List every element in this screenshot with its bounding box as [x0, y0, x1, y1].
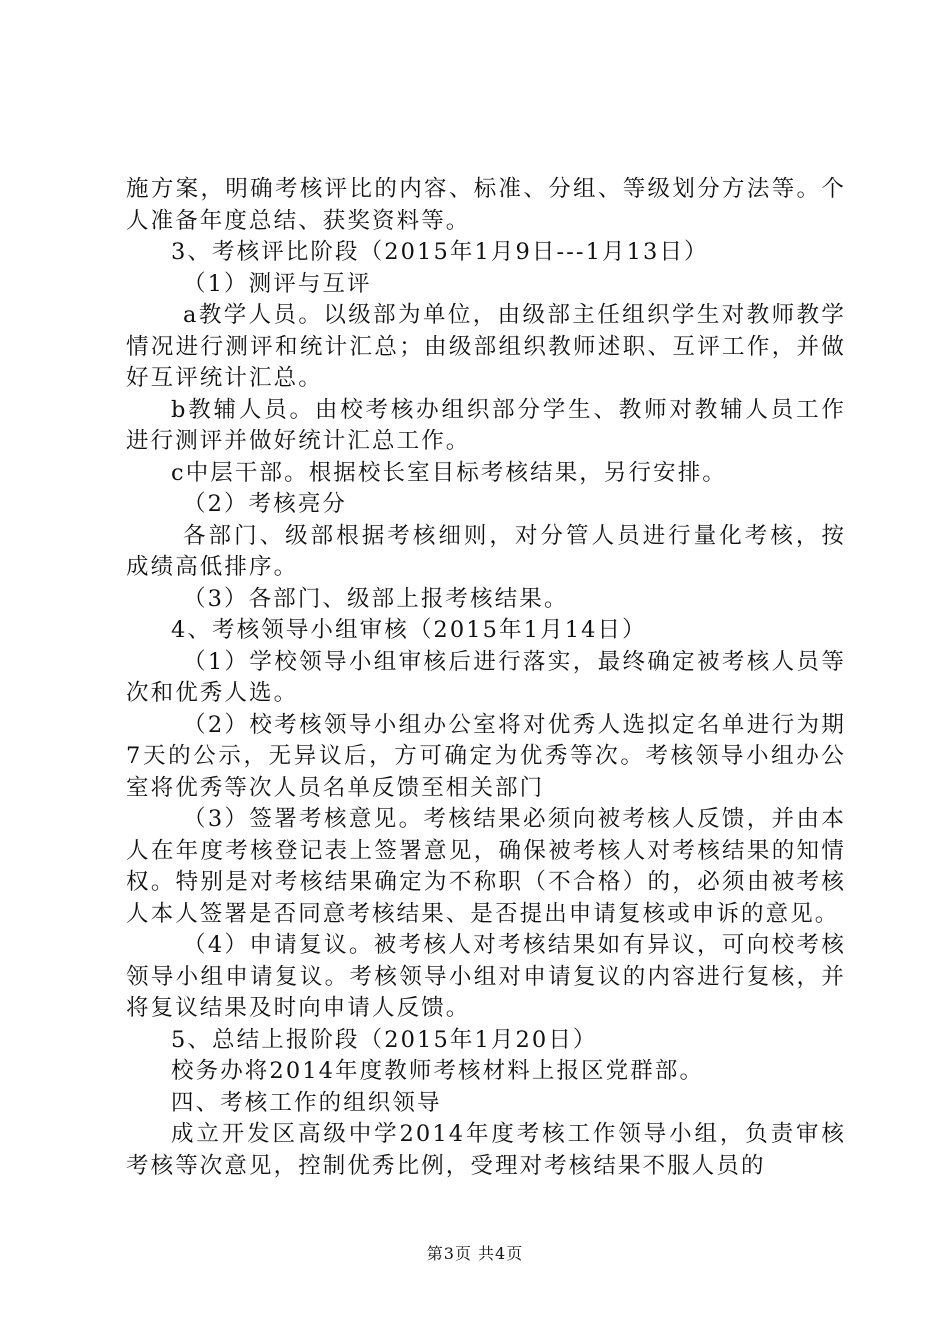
document-body [126, 174, 846, 1182]
subheading-evaluation: （1）测评与互评 [183, 270, 372, 297]
paragraph-support-staff: b教辅人员。由校考核办组织部分学生、教师对教辅人员工作进行测评并做好统计汇总工作。 [126, 396, 846, 454]
paragraph-report-results: （3）各部门、级部上报考核结果。 [183, 585, 569, 612]
paragraph-teaching-staff: a教学人员。以级部为单位，由级部主任组织学生对教师教学情况进行测评和统计汇总；由级部组织教师述职、互评工作，并做好互评统计汇总。 [126, 302, 846, 391]
page-footer: 第3页 共4页 [426, 1244, 524, 1263]
subheading-score-display: （2）考核亮分 [183, 491, 348, 517]
paragraph-leading-group: 成立开发区高级中学2014年度考核工作领导小组，负责审核考核等次意见，控制优秀比例，受理对考核结果不服人员的 [126, 1121, 846, 1179]
paragraph-plan-continuation: 施方案，明确考核评比的内容、标准、分组、等级划分方法等。个人准备年度总结、获奖资料等。 [126, 176, 846, 234]
paragraph-reconsideration: （4）申请复议。被考核人对考核结果如有异议，可向校考核领导小组申请复议。考核领导小组对申请复议的内容进行复核，并将复议结果及时向申请人反馈。 [126, 932, 846, 1021]
heading-section-4: 四、考核工作的组织领导 [171, 1089, 442, 1116]
paragraph-middle-managers: c中层干部。根据校长室目标考核结果，另行安排。 [171, 459, 727, 486]
heading-stage-4: 4、考核领导小组审核（2015年1月14日） [171, 617, 647, 643]
heading-stage-5: 5、总结上报阶段（2015年1月20日） [171, 1026, 598, 1053]
paragraph-submit-materials: 校务办将2014年度教师考核材料上报区党群部。 [171, 1058, 705, 1084]
paragraph-sign-opinion: （3）签署考核意见。考核结果必须向被考核人反馈，并由本人在年度考核登记表上签署意见，确保被考核人对考核结果的知情权。特别是对考核结果确定为不称职（不合格）的，必须由被考核人本人签署是否同意考核结果、是否提出申请复核或申诉的意见。 [126, 806, 846, 927]
paragraph-leadership-review: （1）学校领导小组审核后进行落实，最终确定被考核人员等次和优秀人选。 [126, 648, 846, 706]
heading-stage-3: 3、考核评比阶段（2015年1月9日---1月13日） [171, 239, 709, 265]
paragraph-publicity: （2）校考核领导小组办公室将对优秀人选拟定名单进行为期7天的公示，无异议后，方可确定为优秀等次。考核领导小组办公室将优秀等次人员名单反馈至相关部门 [126, 711, 846, 801]
paragraph-quantified-assessment: 各部门、级部根据考核细则，对分管人员进行量化考核，按成绩高低排序。 [126, 522, 846, 580]
